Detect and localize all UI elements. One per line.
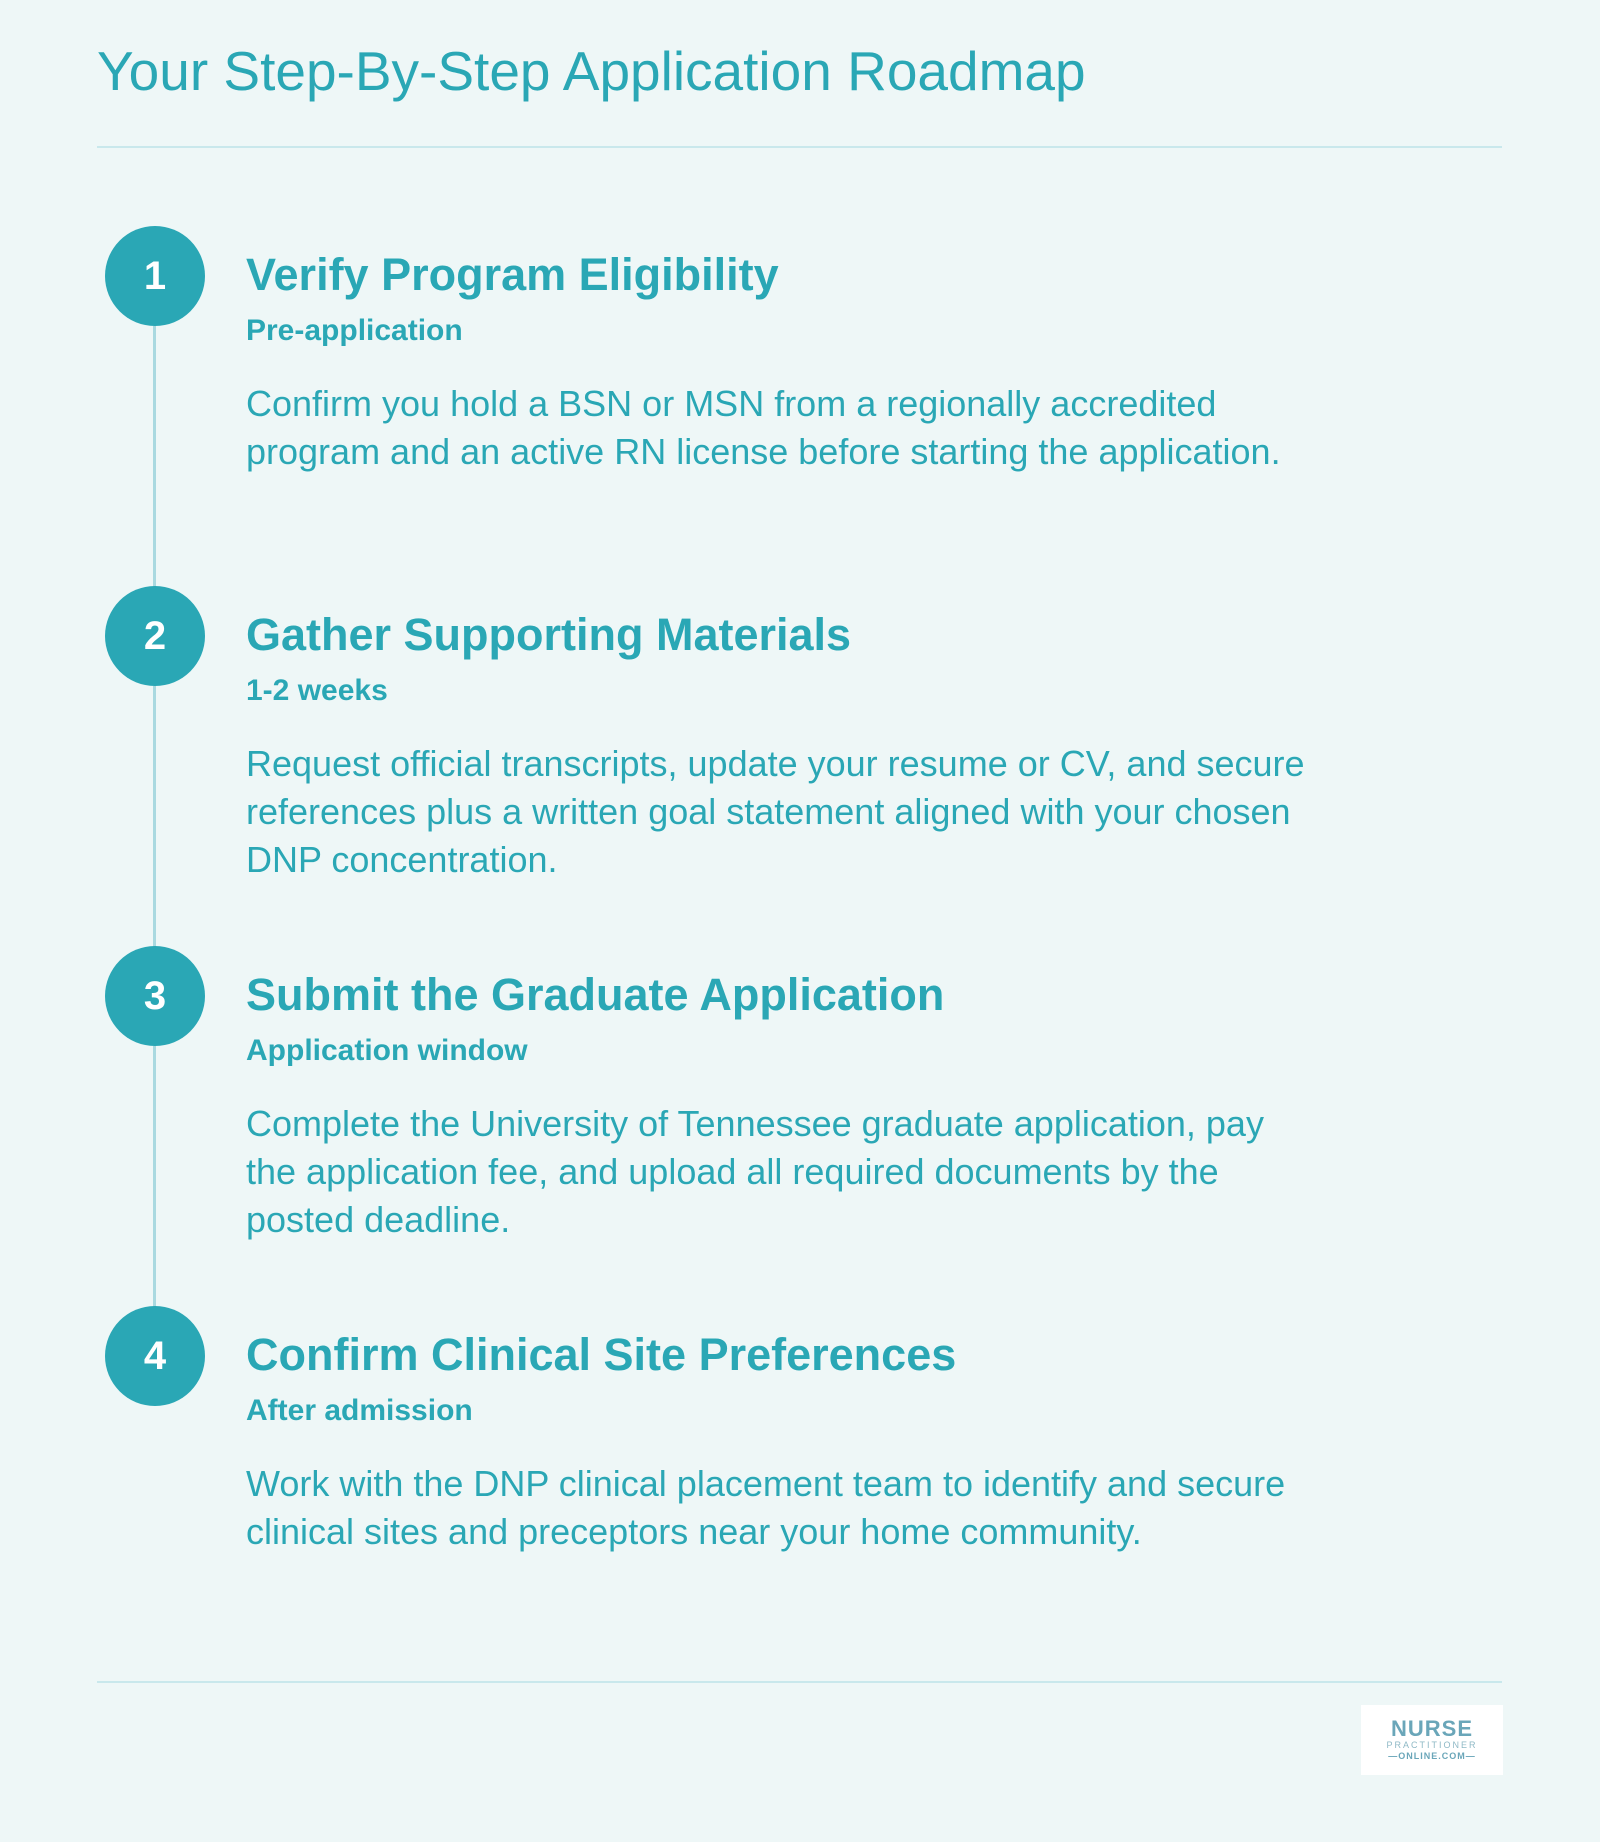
step-title: Submit the Graduate Application	[246, 969, 945, 1020]
step-number-badge: 3	[105, 946, 205, 1046]
step-description: Complete the University of Tennessee graduate application, pay the application fee, and upload all required documents by the posted deadline.	[246, 1103, 1264, 1240]
step-timing: Pre-application	[246, 314, 463, 347]
logo-domain: —ONLINE.COM—	[1388, 1751, 1476, 1761]
logo-wordmark: NURSE	[1390, 1716, 1473, 1742]
step-number-badge: 1	[105, 226, 205, 326]
logo-subtitle: PRACTITIONER	[1386, 1740, 1478, 1751]
step-timing: 1-2 weeks	[246, 674, 388, 707]
step-title: Verify Program Eligibility	[246, 249, 779, 300]
step-description: Request official transcripts, update your resume or CV, and secure references plus a written goal statement aligned with your chosen DNP concentration.	[246, 743, 1305, 880]
step-description: Work with the DNP clinical placement team to identify and secure clinical sites and preceptors near your home community.	[246, 1463, 1286, 1552]
timeline-connector	[153, 1046, 156, 1328]
top-divider	[97, 146, 1502, 148]
step-number-badge: 4	[105, 1306, 205, 1406]
step-title: Gather Supporting Materials	[246, 609, 852, 660]
timeline-connector	[153, 326, 156, 608]
bottom-divider	[97, 1681, 1502, 1683]
timeline-connector	[153, 686, 156, 968]
step-title: Confirm Clinical Site Preferences	[246, 1329, 957, 1380]
step-timing: Application window	[246, 1034, 528, 1067]
step-description: Confirm you hold a BSN or MSN from a regionally accredited program and an active RN license before starting the application.	[246, 383, 1281, 472]
page-title: Your Step-By-Step Application Roadmap	[97, 40, 1086, 102]
step-timing: After admission	[246, 1394, 473, 1427]
brand-logo	[1361, 1705, 1503, 1775]
step-number-badge: 2	[105, 586, 205, 686]
